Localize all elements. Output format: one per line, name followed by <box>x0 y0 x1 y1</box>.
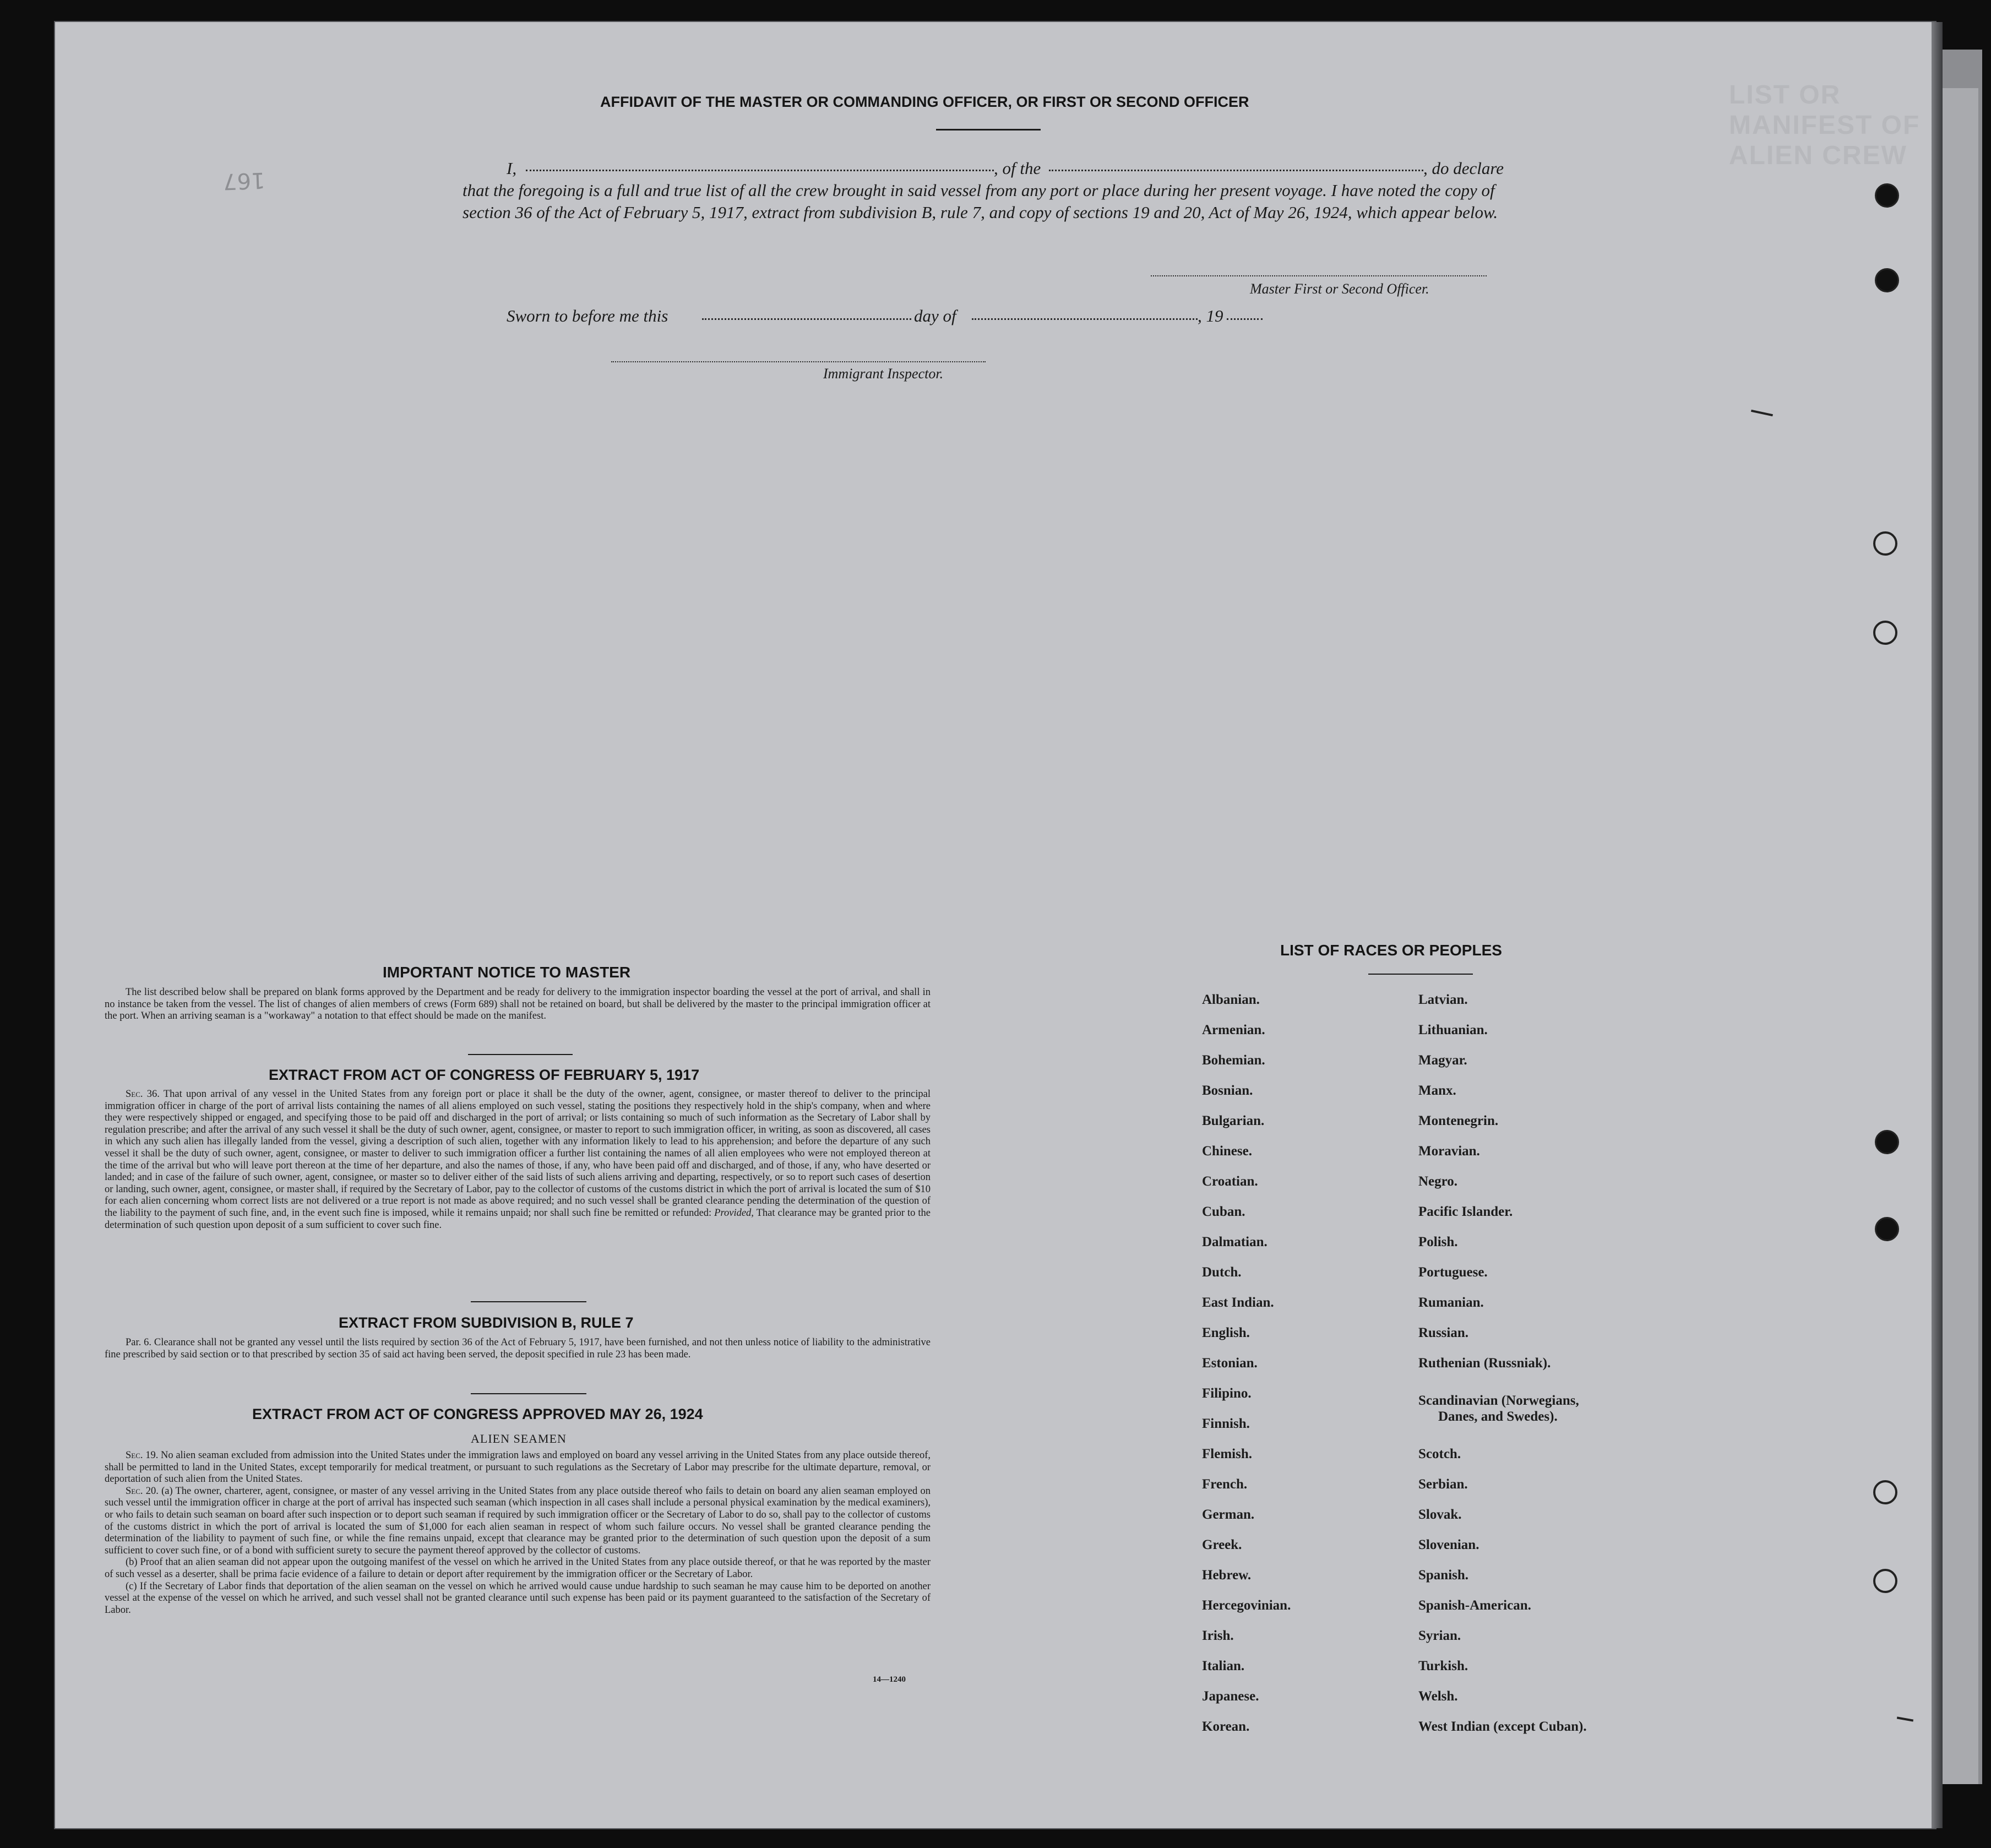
proviso-label: Provided, <box>714 1207 754 1219</box>
sec20b-text: (b) Proof that an alien seaman did not appear upon the outgoing manifest of the vessel on which he arrived in the United States from any place outside thereof, or that he was reported by the master of such vessel as a deserter, shall be prima facie evidence of a failure to detain or deport after requirement by the immigration officer or the Secretary of Labor. <box>105 1557 931 1580</box>
race-left-item: Irish. <box>1202 1628 1234 1643</box>
race-left-item: Dutch. <box>1202 1265 1242 1280</box>
notice-rule <box>468 1054 573 1055</box>
race-left-item: German. <box>1202 1507 1255 1522</box>
race-right-item: Syrian. <box>1418 1628 1461 1643</box>
race-right-item: Slovenian. <box>1418 1537 1479 1552</box>
race-left-item: Bulgarian. <box>1202 1113 1265 1128</box>
extract-1917-text <box>105 1089 931 1231</box>
proviso-text: That clearance may be granted prior to the determination of such question upon deposit of a sum sufficient to cover such fine. <box>105 1207 931 1231</box>
sec20a-text: (a) The owner, charterer, agent, consignee, or master of any vessel arriving in the United States from any place outside thereof who fails to detain on board any alien seaman employed on such vessel until the immigration officer in charge at the port of arrival has inspected such seaman (which inspection in all cases shall include a personal physical examination by the medical examiners), or who fails to detain such seaman on board after such inspection or to deport such seaman if required by such immigration officer or the Secretary of Labor to do so, shall pay to the collector of customs of the customs district in which the port of arrival is located the sum of $1,000 for each alien seaman in respect of whom such failure occurs. No vessel shall be granted clearance pending the determination of the liability to payment of such fine, or while the fine remains unpaid, except that clearance may be granted prior to the determination of such question upon the deposit of a sum sufficient to cover such fine, or of a bond with sufficient surety to secure the payment thereof approved by the collector of customs. <box>105 1485 931 1556</box>
sec36-label: Sec. 36. <box>126 1089 160 1100</box>
race-left-item: Armenian. <box>1202 1023 1265 1037</box>
binder-hole-icon <box>1873 531 1897 556</box>
race-right-item: Latvian. <box>1418 992 1468 1007</box>
race-right-item: Moravian. <box>1418 1144 1480 1159</box>
race-left-item: English. <box>1202 1325 1250 1340</box>
race-left-item: Dalmatian. <box>1202 1235 1268 1249</box>
race-left-item: Hercegovinian. <box>1202 1598 1291 1613</box>
race-right-item: Ruthenian (Russniak). <box>1418 1356 1551 1371</box>
race-right-item: Manx. <box>1418 1083 1456 1098</box>
binder-hole-icon <box>1875 183 1899 208</box>
race-left-item: East Indian. <box>1202 1295 1274 1310</box>
race-right-item: Scandinavian (Norwegians, <box>1418 1393 1579 1408</box>
race-left-item: Italian. <box>1202 1659 1245 1673</box>
race-left-item: Japanese. <box>1202 1689 1259 1704</box>
race-right-item: Serbian. <box>1418 1477 1468 1492</box>
notice-title: IMPORTANT NOTICE TO MASTER <box>383 964 631 981</box>
sworn-month-field[interactable] <box>972 318 1198 320</box>
race-left-item: Hebrew. <box>1202 1568 1252 1583</box>
race-right-item: Turkish. <box>1418 1659 1468 1673</box>
sworn-year-field[interactable] <box>1227 318 1263 320</box>
binder-hole-icon <box>1873 1480 1897 1504</box>
pencil-page-number: 167 <box>222 167 266 194</box>
sworn-text: Sworn to before me this <box>507 306 668 325</box>
extract-1924-title: EXTRACT FROM ACT OF CONGRESS APPROVED MAY 26, 1924 <box>252 1406 703 1422</box>
race-right-item: Portuguese. <box>1418 1265 1488 1280</box>
race-right-item: West Indian (except Cuban). <box>1418 1719 1587 1734</box>
officer-caption: Master First or Second Officer. <box>1250 281 1429 297</box>
race-left-item: Estonian. <box>1202 1356 1258 1371</box>
page-shadow <box>1932 22 1943 1828</box>
race-right-item: Magyar. <box>1418 1053 1467 1068</box>
race-right-item: Rumanian. <box>1418 1295 1484 1310</box>
extract-1917-rule <box>471 1301 586 1302</box>
race-left-item: Croatian. <box>1202 1174 1258 1189</box>
extract-1917-title: EXTRACT FROM ACT OF CONGRESS OF FEBRUARY 5, 1917 <box>269 1067 700 1083</box>
race-left-item: Flemish. <box>1202 1447 1252 1461</box>
affidavit-title: AFFIDAVIT OF THE MASTER OR COMMANDING OFFICER, OR FIRST OR SECOND OFFICER <box>600 94 1249 110</box>
races-title-rule <box>1368 974 1473 975</box>
race-left-item: Filipino. <box>1202 1386 1252 1401</box>
race-right-item: Polish. <box>1418 1235 1458 1249</box>
race-left-item: Albanian. <box>1202 992 1260 1007</box>
rule7-rule <box>471 1393 586 1394</box>
race-right-item: Scotch. <box>1418 1447 1461 1461</box>
race-left-item: Bosnian. <box>1202 1083 1253 1098</box>
notice-text <box>105 987 931 1023</box>
sec20c-text: (c) If the Secretary of Labor finds that deportation of the alien seaman on the vessel on which he arrived would cause undue hardship to such seaman he may cause him to be deported on another vessel at the expense of the vessel on which he arrived, and such vessel shall not be granted clearance until such expense has been paid or its payment guaranteed to the satisfaction of the Secretary of Labor. <box>105 1580 931 1616</box>
race-right-item: Spanish. <box>1418 1568 1469 1583</box>
race-right-item: Lithuanian. <box>1418 1023 1488 1037</box>
race-left-item: Chinese. <box>1202 1144 1252 1159</box>
race-right-item: Danes, and Swedes). <box>1438 1409 1558 1424</box>
sec19-text: No alien seaman excluded from admission into the United States under the immigration laws and employed on board any vessel arriving in the United States from any place outside thereof, shall be permitted to land in the United States, except temporarily for medical treatment, or pursuant to such regulations as the Secretary of Labor may prescribe for the ultimate departure, removal, or deportation of such alien from the United States. <box>105 1450 931 1485</box>
race-left-item: Bohemian. <box>1202 1053 1265 1068</box>
race-left-item: French. <box>1202 1477 1248 1492</box>
sec36-text: That upon arrival of any vessel in the United States from any foreign port or place it shall be the duty of the owner, agent, consignee, or master thereof to deliver to the principal immigration officer in charge of the port of arrival lists containing the names of all aliens employed on such vessel, stating the positions they respectively hold in the ship's company, when and where they were respectively shipped or engaged, and specifying those to be paid off and discharged in the port of arrival; or lists containing so much of such information as the Secretary of Labor shall by regulation prescribe; and after the arrival of any such vessel it shall be the duty of such owner, agent, consignee, or master to report to such immigration officer, in writing, as soon as discovered, all cases in which any such alien has illegally landed from the vessel, giving a description of such alien, together with any information likely to lead to his apprehension; and before the departure of any such vessel it shall be the duty of such owner, agent, consignee, or master to deliver to such immigration officer a further list containing the names of all alien employees who were not employed thereon at the time of the arrival but who will leave port thereon at the time of her departure, and also the names of those, if any, who have been paid off and discharged, and of those, if any, who have deserted or landed; and in case of the failure of such owner, agent, consignee, or master so to deliver either of the said lists of such aliens arriving and departing, respectively, or so to report such cases of desertion or landing, such owner, agent, consignee, or master shall, if required by the Secretary of Labor, pay to the collector of customs of the customs district in which the port of arrival is located the sum of $10 for each alien concerning whom correct lists are not delivered or a true report is not made as above required; and no such vessel shall be granted clearance pending the determination of the question of the liability to the payment of such fine, and, in the event such fine is imposed, while it remains unpaid; nor shall such fine be remitted or refunded: <box>105 1089 931 1219</box>
background-page-title: LIST OR MANIFEST OF ALIEN CREW <box>1729 80 1921 170</box>
race-right-item: Slovak. <box>1418 1507 1462 1522</box>
sec19-label: Sec. 19. <box>126 1450 159 1461</box>
affidavit-body: that the foregoing is a full and true list of all the crew brought in said vessel from any port or place during her present voyage. I have noted the copy of section 36 of the Act of February 5, 1917, extract from subdivision B, rule 7, and copy of sections 19 and 20, Act of May 26, 1924, which appear below. <box>463 181 1498 222</box>
race-right-item: Spanish-American. <box>1418 1598 1531 1613</box>
affidavit-title-rule <box>936 129 1041 131</box>
races-title: LIST OF RACES OR PEOPLES <box>1280 942 1502 959</box>
affidavit-line1-start: I, <box>507 159 517 178</box>
affidavit-line1-mid: , of the <box>994 159 1041 178</box>
binder-hole-icon <box>1873 621 1897 645</box>
vessel-name-field[interactable] <box>1049 170 1423 171</box>
notice-paragraph: The list described below shall be prepared on blank forms approved by the Department and be ready for delivery to the immigration inspector boarding the vessel at the port of arrival, and shall in no instance be taken from the vessel. The list of changes of alien members of crews (Form 689) shall not be retained on board, but shall be delivered by the master to the principal immigration officer at the port. When an arriving seaman is a "workaway" a notation to that effect should be made on the manifest. <box>105 987 931 1022</box>
form-number: 14—1240 <box>873 1675 906 1684</box>
sworn-day-of: day of <box>914 306 956 325</box>
inspector-caption: Immigrant Inspector. <box>823 366 944 382</box>
rule7-title: EXTRACT FROM SUBDIVISION B, RULE 7 <box>339 1314 634 1331</box>
binder-hole-icon <box>1873 1569 1897 1593</box>
race-left-item: Cuban. <box>1202 1204 1245 1219</box>
race-right-item: Pacific Islander. <box>1418 1204 1513 1219</box>
sworn-year-prefix: , 19 <box>1198 306 1223 325</box>
binder-hole-icon <box>1875 1217 1899 1241</box>
officer-signature-line[interactable] <box>1151 275 1487 276</box>
race-left-item: Greek. <box>1202 1537 1242 1552</box>
binder-hole-icon <box>1875 1130 1899 1154</box>
race-right-item: Negro. <box>1418 1174 1458 1189</box>
race-left-item: Korean. <box>1202 1719 1250 1734</box>
rule7-paragraph: Par. 6. Clearance shall not be granted any vessel until the lists required by section 36 of the Act of February 5, 1917, have been furnished, and not then unless notice of liability to the administrative fine prescribed by said section or to that prescribed by section 35 of said act having been served, the deposit specified in rule 23 has been made. <box>105 1337 931 1360</box>
sworn-day-field[interactable] <box>702 318 911 320</box>
affidavit-line1-end: , do declare <box>1423 159 1504 178</box>
extract-1924-text <box>105 1450 931 1616</box>
sec20-label: Sec. 20. <box>126 1485 159 1497</box>
race-left-item: Finnish. <box>1202 1416 1250 1431</box>
alien-seamen-subtitle: ALIEN SEAMEN <box>471 1432 567 1445</box>
master-name-field[interactable] <box>526 170 994 171</box>
race-right-item: Russian. <box>1418 1325 1469 1340</box>
binder-hole-icon <box>1875 268 1899 292</box>
race-right-item: Montenegrin. <box>1418 1113 1499 1128</box>
inspector-signature-line[interactable] <box>611 361 986 362</box>
rule7-text <box>105 1337 931 1361</box>
race-right-item: Welsh. <box>1418 1689 1458 1704</box>
